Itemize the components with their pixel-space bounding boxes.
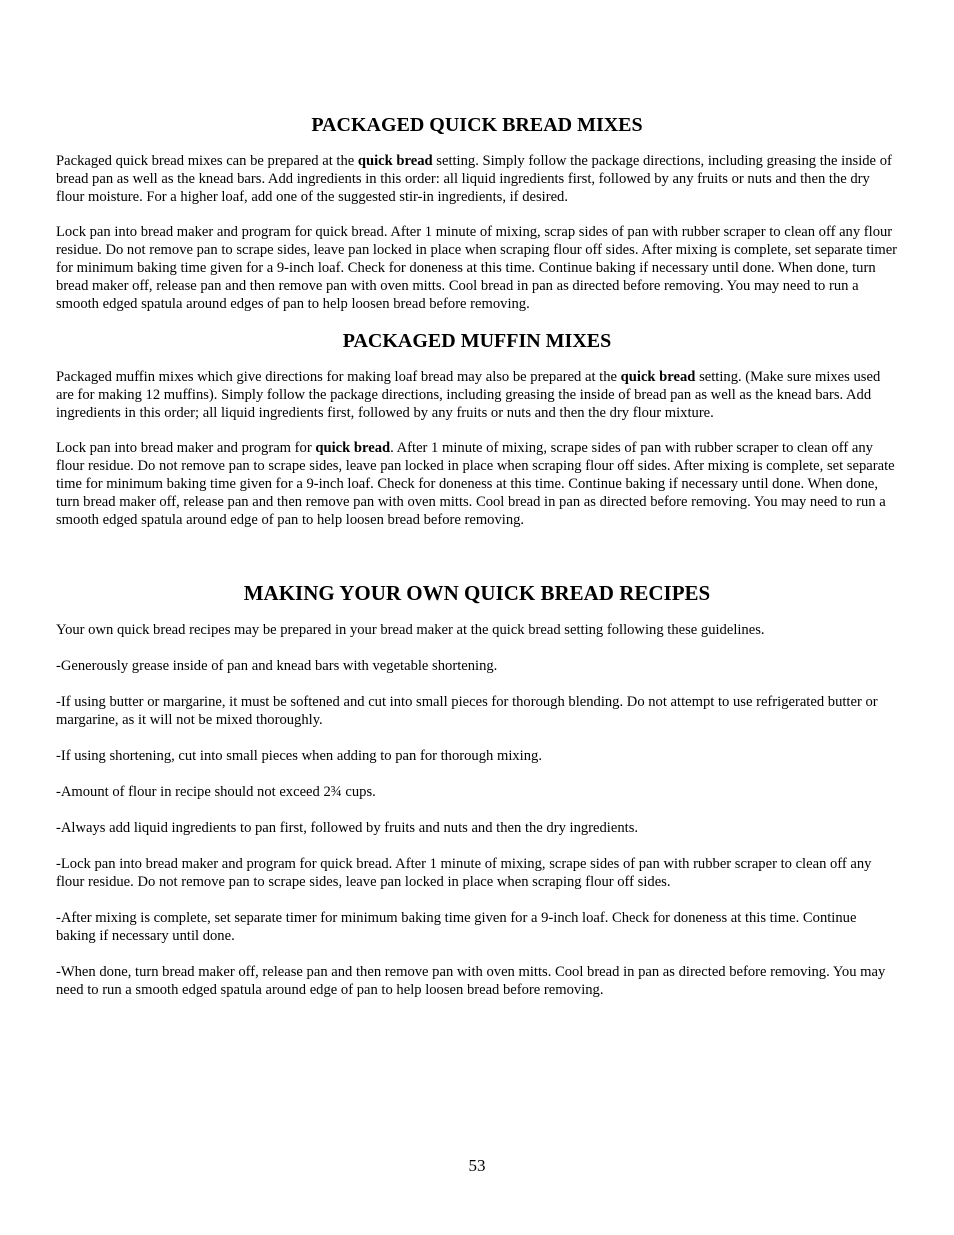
text-run: setting. (Make sure mixes used are for making 12 muffins). Simply follow the package directions, including greasing the inside of bread pan as well as the knead bars. Add ingredients in this order; all liquid ingredients first, followed by any fruits or nuts and then the dry flour mixture. xyxy=(56,369,881,421)
text-run: Packaged muffin mixes which give directions for making loaf bread may also be prepared at the xyxy=(56,369,621,385)
guideline-item: -Lock pan into bread maker and program for quick bread. After 1 minute of mixing, scrape sides of pan with rubber scraper to clean off any flour residue. Do not remove pan to scrape sides, leave pan locked in place when scraping flour off sides. xyxy=(56,856,872,891)
text-run: setting. Simply follow the package directions, including greasing the inside of bread pan as well as the knead bars. Add ingredients in this order: all liquid ingredients first, followed by any fruits or nuts and then the dry flour moisture. For a higher loaf, add one of the suggested stir-in ingredients, if desired. xyxy=(56,153,892,205)
bold-text-run: quick bread xyxy=(620,369,696,385)
guideline-item: -After mixing is complete, set separate timer for minimum baking time given for a 9-inch loaf. Check for doneness at this time. Continue baking if necessary until done. xyxy=(56,910,857,945)
heading-packaged-muffin-mixes: PACKAGED MUFFIN MIXES xyxy=(342,330,612,352)
heading-packaged-quick-bread-mixes: PACKAGED QUICK BREAD MIXES xyxy=(311,114,643,136)
document-page xyxy=(56,0,898,999)
guideline-item: -If using butter or margarine, it must be softened and cut into small pieces for thorough blending. Do not attempt to use refrigerated butter or margarine, as it will not be mixed thoroughly. xyxy=(56,694,878,729)
muffin-paragraph-1 xyxy=(56,368,898,422)
guideline-item: -Always add liquid ingredients to pan first, followed by fruits and nuts and then the dry ingredients. xyxy=(56,820,639,837)
heading-making-your-own-quick-bread-recipes: MAKING YOUR OWN QUICK BREAD RECIPES xyxy=(243,581,711,605)
guideline-item: -Generously grease inside of pan and knead bars with vegetable shortening. xyxy=(56,658,498,675)
text-run: . After 1 minute of mixing, scrape sides of pan with rubber scraper to clean off any flour residue. Do not remove pan to scrape sides, leave pan locked in place when scraping flour off sides. After mixing is complete, set separate time for minimum baking time given for a 9-inch loaf. Check for doneness at this time. Continue baking if necessary until done. When done, turn bread maker off, release pan and then remove pan with oven mitts. Cool bread in pan as directed before removing. You may need to run a smooth edged spatula around edge of pan to help loosen bread before removing. xyxy=(56,440,895,528)
own-recipes-intro: Your own quick bread recipes may be prepared in your bread maker at the quick bread setting following these guidelines. xyxy=(56,622,765,639)
quick-bread-paragraph-2: Lock pan into bread maker and program for quick bread. After 1 minute of mixing, scrap sides of pan with rubber scraper to clean off any flour residue. Do not remove pan to scrape sides, leave pan locked in place when scraping flour off sides. After mixing is complete, set separate timer for minimum baking time given for a 9-inch loaf. Check for doneness at this time. Continue baking if necessary until done. When done, turn bread maker off, release pan and then remove pan with oven mitts. Cool bread in pan as directed before removing. You may need to run a smooth edged spatula around edges of pan to help loosen bread before removing. xyxy=(56,224,898,312)
guideline-item: -If using shortening, cut into small pieces when adding to pan for thorough mixing. xyxy=(56,748,542,765)
quick-bread-paragraph-1 xyxy=(56,152,898,206)
bold-text-run: quick bread xyxy=(357,153,433,169)
text-run: Lock pan into bread maker and program for xyxy=(56,440,316,456)
bold-text-run: quick bread xyxy=(315,440,391,456)
text-run: Packaged quick bread mixes can be prepared at the xyxy=(56,153,358,169)
page-number: 53 xyxy=(468,1156,486,1175)
muffin-paragraph-2 xyxy=(56,439,898,529)
guideline-item: -Amount of flour in recipe should not exceed 2¾ cups. xyxy=(56,784,376,801)
guideline-item: -When done, turn bread maker off, release pan and then remove pan with oven mitts. Cool bread in pan as directed before removing. You may need to run a smooth edged spatula around edge of pan to help loosen bread before removing. xyxy=(56,964,886,999)
